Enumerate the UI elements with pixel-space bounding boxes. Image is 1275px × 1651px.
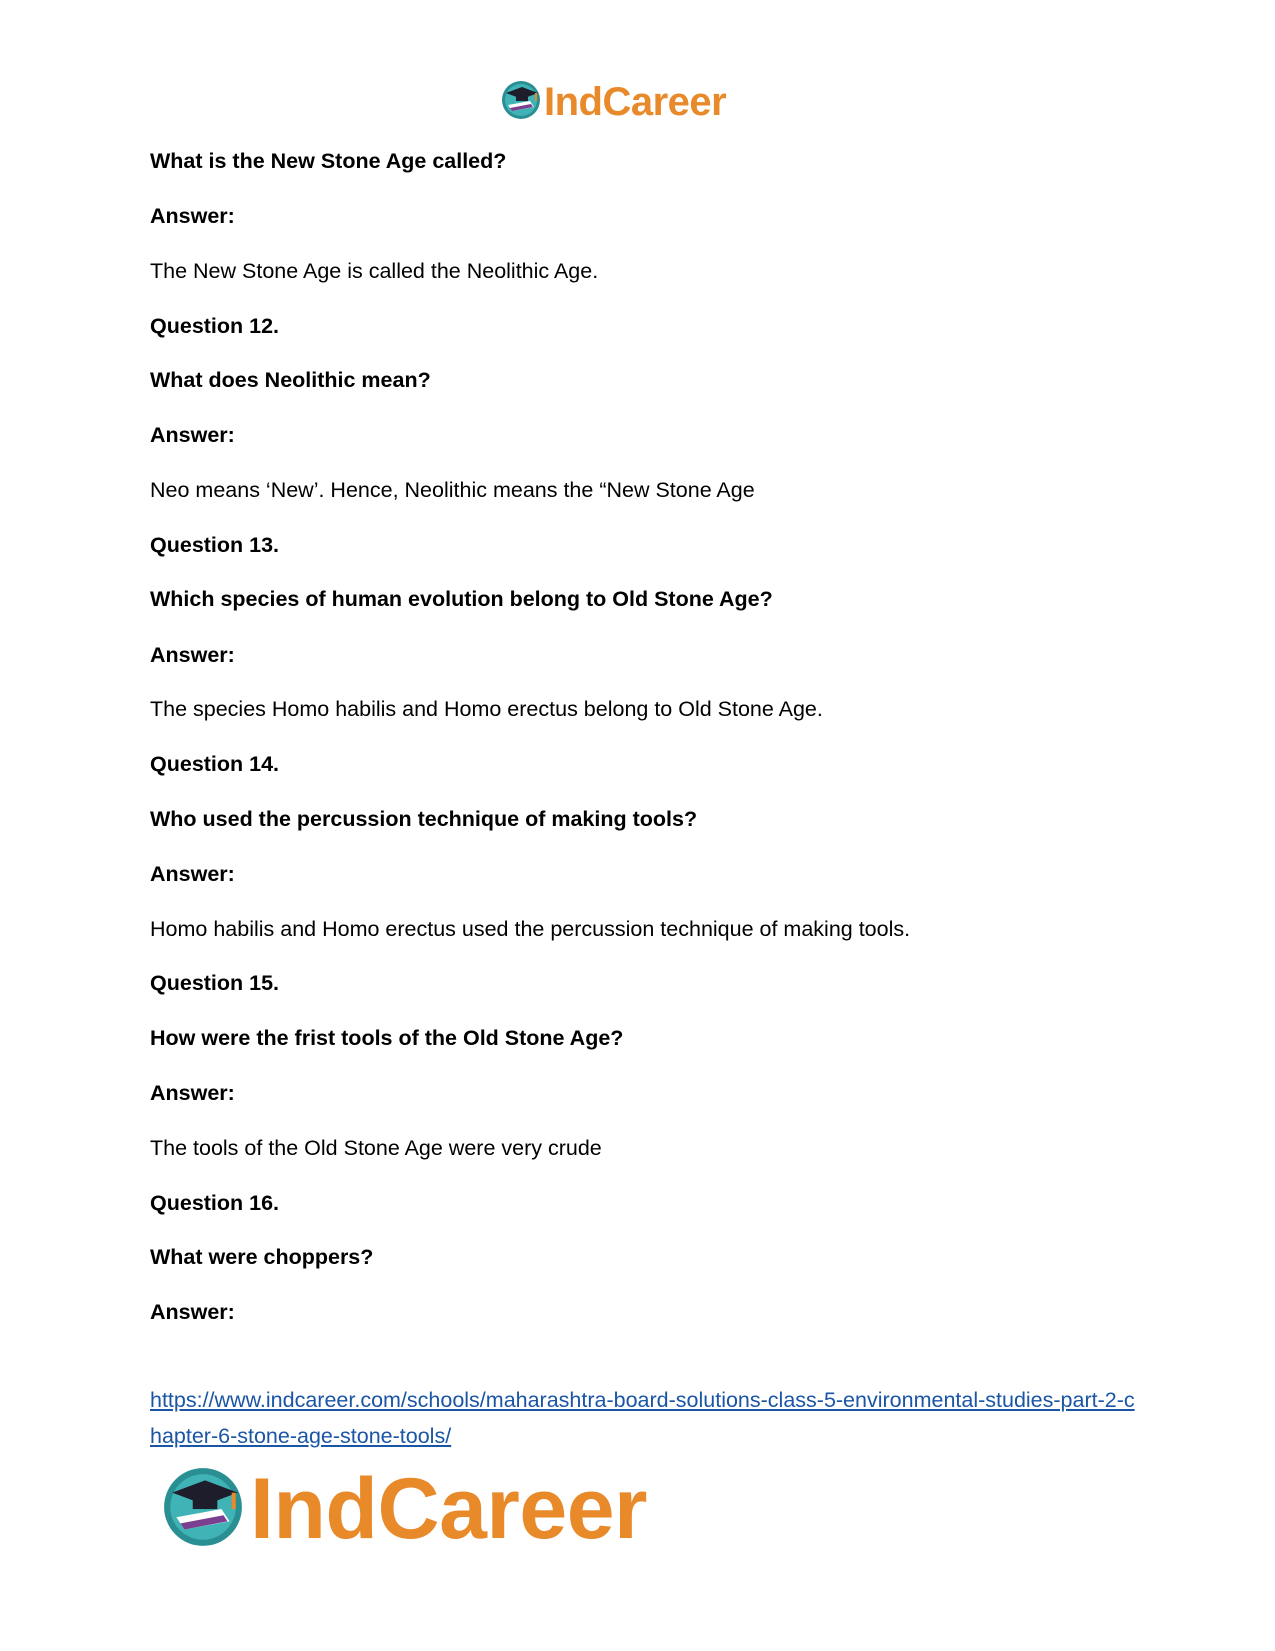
question-text: How were the frist tools of the Old Stone Age? bbox=[150, 1026, 624, 1050]
question-number: Question 14. bbox=[150, 752, 280, 776]
question-number: Question 16. bbox=[150, 1191, 280, 1215]
answer-label: Answer: bbox=[150, 204, 235, 228]
question-text: Who used the percussion technique of making tools? bbox=[150, 807, 698, 831]
header-logo-text: IndCareer bbox=[544, 80, 727, 124]
answer-label: Answer: bbox=[150, 862, 235, 886]
answer-label: Answer: bbox=[150, 1300, 235, 1324]
graduation-book-icon bbox=[160, 1464, 246, 1555]
graduation-book-icon bbox=[500, 79, 542, 126]
answer-text: Neo means ‘New’. Hence, Neolithic means the “New Stone Age bbox=[150, 478, 755, 502]
footer-logo-text: IndCareer bbox=[250, 1461, 647, 1557]
question-number: Question 15. bbox=[150, 971, 280, 995]
answer-text: Homo habilis and Homo erectus used the percussion technique of making tools. bbox=[150, 917, 911, 941]
footer-logo bbox=[160, 1462, 700, 1556]
question-number: Question 13. bbox=[150, 533, 280, 557]
answer-label: Answer: bbox=[150, 643, 235, 667]
question-text: What does Neolithic mean? bbox=[150, 368, 431, 392]
answer-text: The species Homo habilis and Homo erectus belong to Old Stone Age. bbox=[150, 697, 823, 721]
question-number: Question 12. bbox=[150, 314, 280, 338]
question-text: Which species of human evolution belong to Old Stone Age? bbox=[150, 587, 773, 611]
header-logo bbox=[500, 78, 770, 126]
answer-label: Answer: bbox=[150, 1081, 235, 1105]
answer-text: The tools of the Old Stone Age were very crude bbox=[150, 1136, 602, 1160]
answer-label: Answer: bbox=[150, 423, 235, 447]
source-link[interactable]: https://www.indcareer.com/schools/maharashtra-board-solutions-class-5-environmental-studies-part-2-chapter-6-stone-age-stone-tools/ bbox=[150, 1388, 1135, 1448]
answer-text: The New Stone Age is called the Neolithic Age. bbox=[150, 259, 599, 283]
question-text: What were choppers? bbox=[150, 1245, 374, 1269]
question-text: What is the New Stone Age called? bbox=[150, 149, 507, 173]
